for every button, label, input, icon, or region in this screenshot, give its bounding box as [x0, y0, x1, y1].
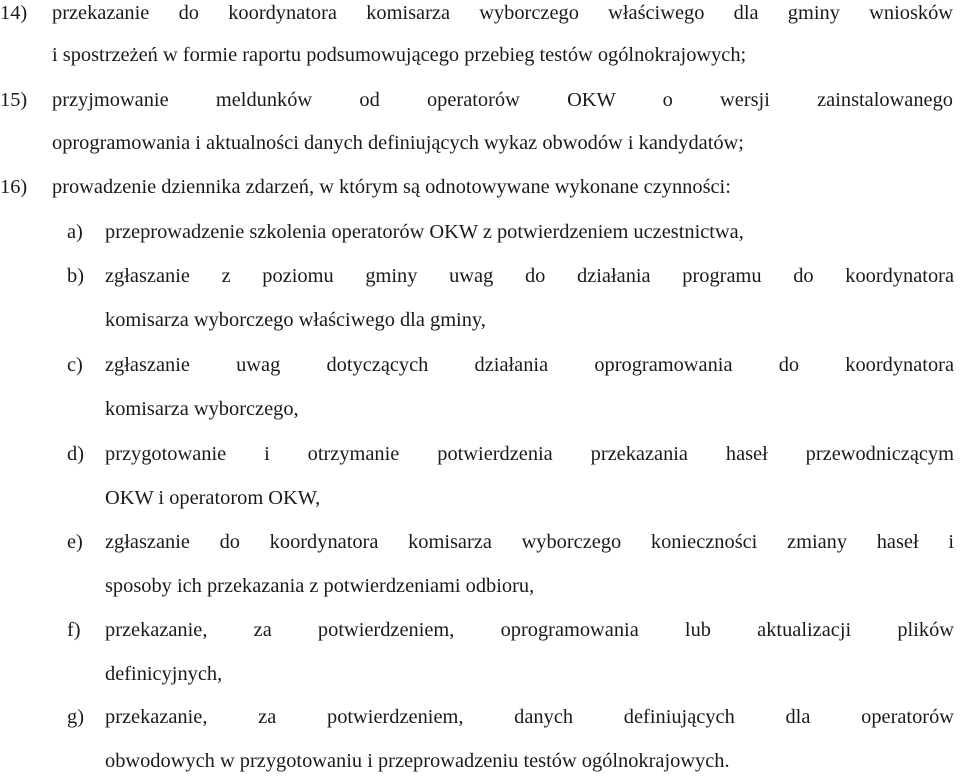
subitem-letter: d) — [67, 443, 84, 465]
subitem-letter: f) — [67, 619, 81, 641]
subitem-text: sposoby ich przekazania z potwierdzeniami odbioru, — [105, 575, 535, 597]
subitem-letter: a) — [67, 221, 83, 243]
item-number: 15) — [0, 89, 28, 111]
item-text: oprogramowania i aktualności danych definiujących wykaz obwodów i kandydatów; — [52, 132, 744, 154]
subitem-text: definicyjnych, — [105, 663, 223, 685]
subitem-text: zgłaszanie do koordynatora komisarza wyborczego konieczności zmiany haseł i — [105, 531, 954, 553]
item-text: prowadzenie dziennika zdarzeń, w którym są odnotowywane wykonane czynności: — [52, 176, 731, 198]
item-text: i spostrzeżeń w formie raportu podsumowującego przebieg testów ogólnokrajowych; — [52, 44, 747, 66]
subitem-text: komisarza wyborczego właściwego dla gminy, — [105, 309, 486, 331]
subitem-text: komisarza wyborczego, — [105, 398, 299, 420]
subitem-text: przygotowanie i otrzymanie potwierdzenia przekazania haseł przewodniczącym — [105, 443, 954, 465]
subitem-text: OKW i operatorom OKW, — [105, 487, 321, 509]
subitem-letter: c) — [67, 354, 83, 376]
subitem-letter: b) — [67, 265, 84, 287]
item-number: 16) — [0, 176, 28, 198]
item-number: 14) — [0, 2, 28, 24]
subitem-letter: e) — [67, 531, 83, 553]
item-text: przyjmowanie meldunków od operatorów OKW o wersji zainstalowanego — [52, 89, 953, 111]
subitem-text: obwodowych w przygotowaniu i przeprowadzeniu testów ogólnokrajowych. — [105, 750, 730, 772]
subitem-text: przeprowadzenie szkolenia operatorów OKW z potwierdzeniem uczestnictwa, — [105, 221, 744, 243]
subitem-letter: g) — [67, 706, 84, 728]
subitem-text: przekazanie, za potwierdzeniem, danych definiujących dla operatorów — [105, 706, 954, 728]
subitem-text: zgłaszanie uwag dotyczących działania oprogramowania do koordynatora — [105, 354, 954, 376]
subitem-text: przekazanie, za potwierdzeniem, oprogramowania lub aktualizacji plików — [105, 619, 954, 641]
item-text: przekazanie do koordynatora komisarza wyborczego właściwego dla gminy wniosków — [52, 2, 953, 24]
subitem-text: zgłaszanie z poziomu gminy uwag do działania programu do koordynatora — [105, 265, 954, 287]
